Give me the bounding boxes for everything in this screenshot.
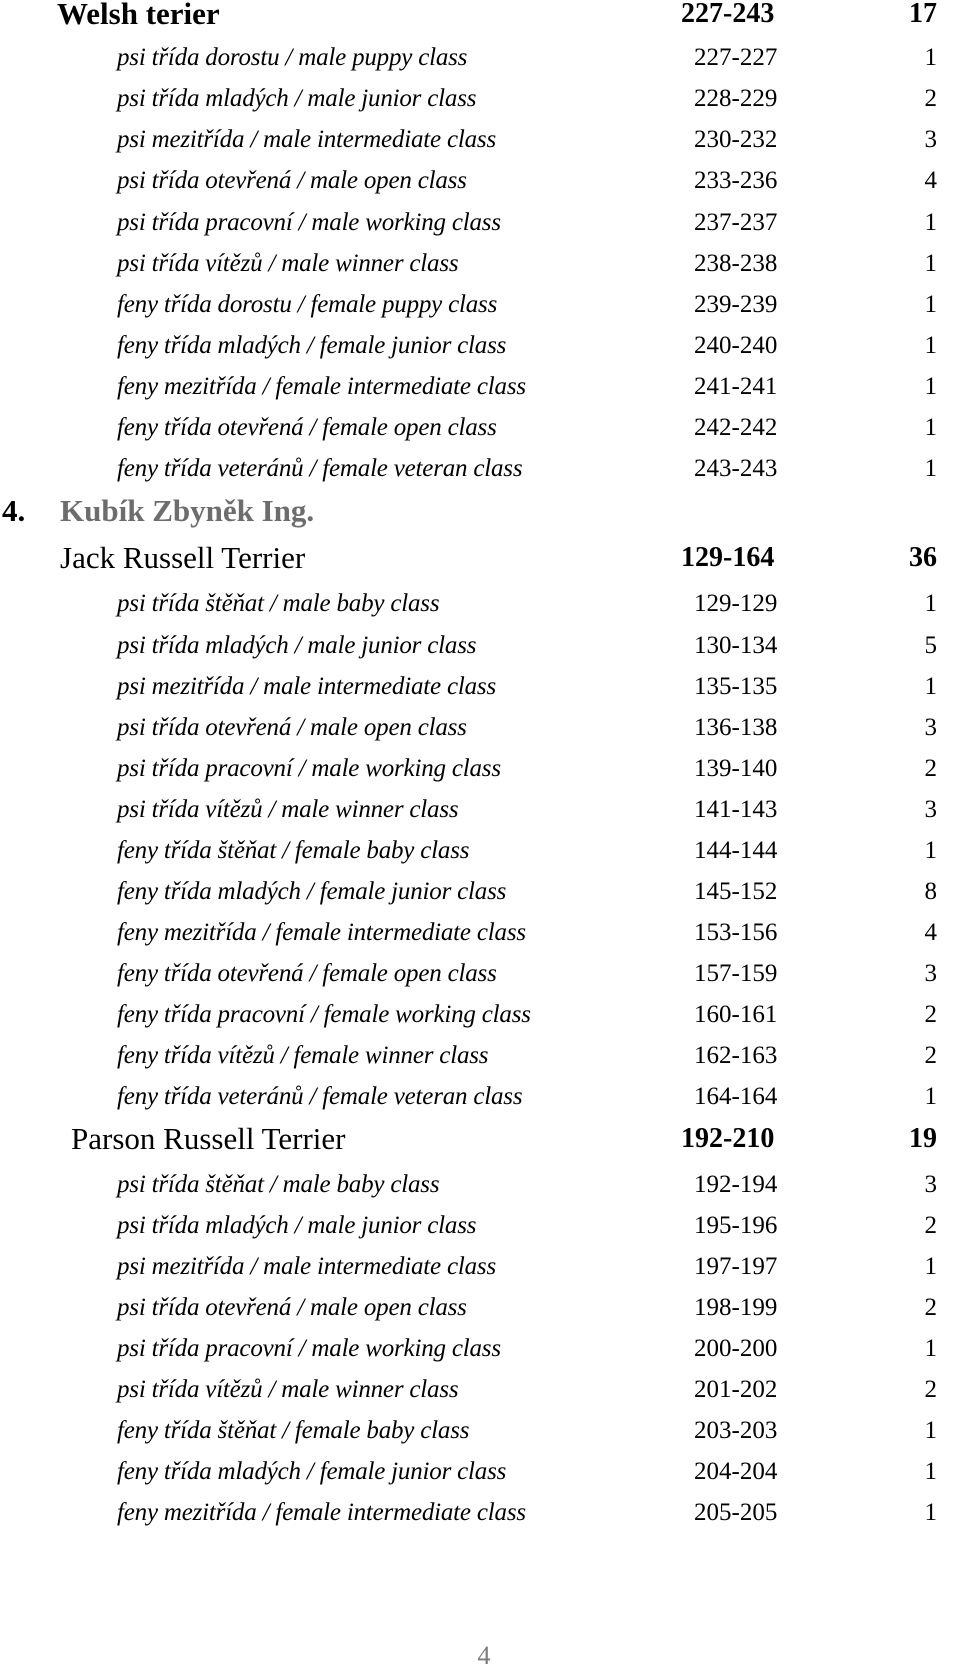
class-row xyxy=(0,1206,960,1246)
class-entry-count: 3 xyxy=(924,960,937,987)
class-name: feny třída mladých / female junior class xyxy=(117,332,507,359)
class-name: psi mezitřída / male intermediate class xyxy=(117,673,496,700)
class-name: feny třída mladých / female junior class xyxy=(117,878,507,905)
class-number-range: 203-203 xyxy=(694,1417,778,1444)
class-entry-count: 2 xyxy=(924,1042,937,1069)
breed-entry-count: 36 xyxy=(909,542,937,573)
class-entry-count: 2 xyxy=(924,85,937,112)
class-number-range: 192-194 xyxy=(694,1171,778,1198)
class-number-range: 144-144 xyxy=(694,837,778,864)
class-number-range: 239-239 xyxy=(694,291,778,318)
class-entry-count: 1 xyxy=(924,332,937,359)
class-name: feny mezitřída / female intermediate class xyxy=(117,1499,526,1526)
breed-name: Parson Russell Terrier xyxy=(71,1121,346,1156)
breed-entry-count: 19 xyxy=(909,1123,937,1154)
class-row xyxy=(0,995,960,1035)
class-name: feny třída dorostu / female puppy class xyxy=(117,291,498,318)
class-entry-count: 1 xyxy=(924,414,937,441)
breed-header-row xyxy=(0,535,960,581)
class-number-range: 164-164 xyxy=(694,1083,778,1110)
class-entry-count: 2 xyxy=(924,755,937,782)
class-entry-count: 8 xyxy=(924,878,937,905)
class-row xyxy=(0,326,960,366)
class-number-range: 201-202 xyxy=(694,1376,778,1403)
class-row xyxy=(0,1329,960,1369)
class-number-range: 141-143 xyxy=(694,796,778,823)
class-name: feny třída otevřená / female open class xyxy=(117,414,497,441)
class-number-range: 205-205 xyxy=(694,1499,778,1526)
class-row xyxy=(0,449,960,489)
class-row xyxy=(0,244,960,284)
class-number-range: 230-232 xyxy=(694,126,778,153)
judge-row xyxy=(0,488,960,534)
class-number-range: 136-138 xyxy=(694,714,778,741)
class-row xyxy=(0,1077,960,1117)
class-row xyxy=(0,1493,960,1533)
class-entry-count: 4 xyxy=(924,167,937,194)
breed-number-range: 227-243 xyxy=(681,0,775,29)
class-name: psi třída pracovní / male working class xyxy=(117,755,501,782)
class-number-range: 237-237 xyxy=(694,209,778,236)
class-entry-count: 1 xyxy=(924,209,937,236)
class-row xyxy=(0,367,960,407)
class-number-range: 157-159 xyxy=(694,960,778,987)
class-name: feny třída štěňat / female baby class xyxy=(117,837,470,864)
class-row xyxy=(0,667,960,707)
class-row xyxy=(0,584,960,624)
class-number-range: 241-241 xyxy=(694,373,778,400)
class-entry-count: 1 xyxy=(924,455,937,482)
class-row xyxy=(0,161,960,201)
class-name: psi třída pracovní / male working class xyxy=(117,209,501,236)
breed-header-row xyxy=(0,1116,960,1162)
class-name: psi mezitřída / male intermediate class xyxy=(117,1253,496,1280)
class-name: psi třída otevřená / male open class xyxy=(117,714,467,741)
class-number-range: 130-134 xyxy=(694,632,778,659)
class-entry-count: 2 xyxy=(924,1294,937,1321)
class-entry-count: 1 xyxy=(924,837,937,864)
class-name: feny třída veteránů / female veteran class xyxy=(117,455,523,482)
class-number-range: 198-199 xyxy=(694,1294,778,1321)
class-name: psi třída dorostu / male puppy class xyxy=(117,44,468,71)
class-name: psi třída mladých / male junior class xyxy=(117,85,477,112)
class-number-range: 129-129 xyxy=(694,590,778,617)
class-number-range: 242-242 xyxy=(694,414,778,441)
class-entry-count: 1 xyxy=(924,1335,937,1362)
class-name: feny třída štěňat / female baby class xyxy=(117,1417,470,1444)
class-row xyxy=(0,79,960,119)
judge-name: Kubík Zbyněk Ing. xyxy=(60,493,315,528)
class-row xyxy=(0,408,960,448)
class-name: psi třída štěňat / male baby class xyxy=(117,1171,440,1198)
judge-number: 4. xyxy=(2,493,26,528)
class-number-range: 227-227 xyxy=(694,44,778,71)
class-row xyxy=(0,790,960,830)
class-name: psi třída pracovní / male working class xyxy=(117,1335,501,1362)
class-number-range: 197-197 xyxy=(694,1253,778,1280)
breed-name: Jack Russell Terrier xyxy=(60,540,306,575)
class-entry-count: 3 xyxy=(924,714,937,741)
class-number-range: 204-204 xyxy=(694,1458,778,1485)
class-row xyxy=(0,1288,960,1328)
class-entry-count: 3 xyxy=(924,796,937,823)
class-number-range: 228-229 xyxy=(694,85,778,112)
class-name: feny třída otevřená / female open class xyxy=(117,960,497,987)
class-entry-count: 2 xyxy=(924,1001,937,1028)
class-number-range: 240-240 xyxy=(694,332,778,359)
class-number-range: 153-156 xyxy=(694,919,778,946)
class-entry-count: 5 xyxy=(924,632,937,659)
class-row xyxy=(0,1370,960,1410)
class-row xyxy=(0,626,960,666)
class-row xyxy=(0,913,960,953)
breed-number-range: 192-210 xyxy=(681,1123,775,1154)
class-row xyxy=(0,203,960,243)
class-row xyxy=(0,1452,960,1492)
class-name: psi třída mladých / male junior class xyxy=(117,1212,477,1239)
class-entry-count: 1 xyxy=(924,44,937,71)
class-entry-count: 1 xyxy=(924,291,937,318)
class-number-range: 195-196 xyxy=(694,1212,778,1239)
class-entry-count: 3 xyxy=(924,1171,937,1198)
class-number-range: 200-200 xyxy=(694,1335,778,1362)
class-entry-count: 1 xyxy=(924,1458,937,1485)
page-number: 4 xyxy=(477,1641,491,1670)
class-row xyxy=(0,1036,960,1076)
class-row xyxy=(0,954,960,994)
class-entry-count: 1 xyxy=(924,250,937,277)
class-name: psi třída vítězů / male winner class xyxy=(117,1376,459,1403)
class-number-range: 160-161 xyxy=(694,1001,778,1028)
class-name: psi mezitřída / male intermediate class xyxy=(117,126,496,153)
class-name: psi třída vítězů / male winner class xyxy=(117,796,459,823)
class-entry-count: 1 xyxy=(924,673,937,700)
class-name: psi třída mladých / male junior class xyxy=(117,632,477,659)
class-row xyxy=(0,285,960,325)
breed-entry-count: 17 xyxy=(909,0,937,29)
class-name: psi třída otevřená / male open class xyxy=(117,1294,467,1321)
class-number-range: 145-152 xyxy=(694,878,778,905)
class-row xyxy=(0,1247,960,1287)
class-row xyxy=(0,1165,960,1205)
class-name: feny mezitřída / female intermediate class xyxy=(117,373,526,400)
class-row xyxy=(0,831,960,871)
class-name: feny třída vítězů / female winner class xyxy=(117,1042,489,1069)
class-number-range: 162-163 xyxy=(694,1042,778,1069)
class-row xyxy=(0,708,960,748)
breed-name: Welsh terier xyxy=(57,0,220,31)
class-number-range: 135-135 xyxy=(694,673,778,700)
class-name: feny mezitřída / female intermediate class xyxy=(117,919,526,946)
class-entry-count: 2 xyxy=(924,1212,937,1239)
class-number-range: 238-238 xyxy=(694,250,778,277)
class-row xyxy=(0,120,960,160)
class-name: psi třída štěňat / male baby class xyxy=(117,590,440,617)
class-entry-count: 1 xyxy=(924,590,937,617)
class-entry-count: 2 xyxy=(924,1376,937,1403)
class-entry-count: 4 xyxy=(924,919,937,946)
class-row xyxy=(0,1411,960,1451)
class-entry-count: 1 xyxy=(924,1083,937,1110)
class-name: psi třída otevřená / male open class xyxy=(117,167,467,194)
class-name: psi třída vítězů / male winner class xyxy=(117,250,459,277)
class-entry-count: 1 xyxy=(924,373,937,400)
page-number-footer xyxy=(0,1638,960,1674)
class-number-range: 233-236 xyxy=(694,167,778,194)
class-entry-count: 1 xyxy=(924,1253,937,1280)
class-name: feny třída mladých / female junior class xyxy=(117,1458,507,1485)
breed-number-range: 129-164 xyxy=(681,542,775,573)
class-row xyxy=(0,749,960,789)
class-row xyxy=(0,38,960,78)
class-entry-count: 3 xyxy=(924,126,937,153)
class-entry-count: 1 xyxy=(924,1417,937,1444)
class-name: feny třída veteránů / female veteran class xyxy=(117,1083,523,1110)
class-row xyxy=(0,872,960,912)
class-entry-count: 1 xyxy=(924,1499,937,1526)
class-name: feny třída pracovní / female working class xyxy=(117,1001,531,1028)
class-number-range: 243-243 xyxy=(694,455,778,482)
breed-header-row xyxy=(0,0,960,37)
class-number-range: 139-140 xyxy=(694,755,778,782)
